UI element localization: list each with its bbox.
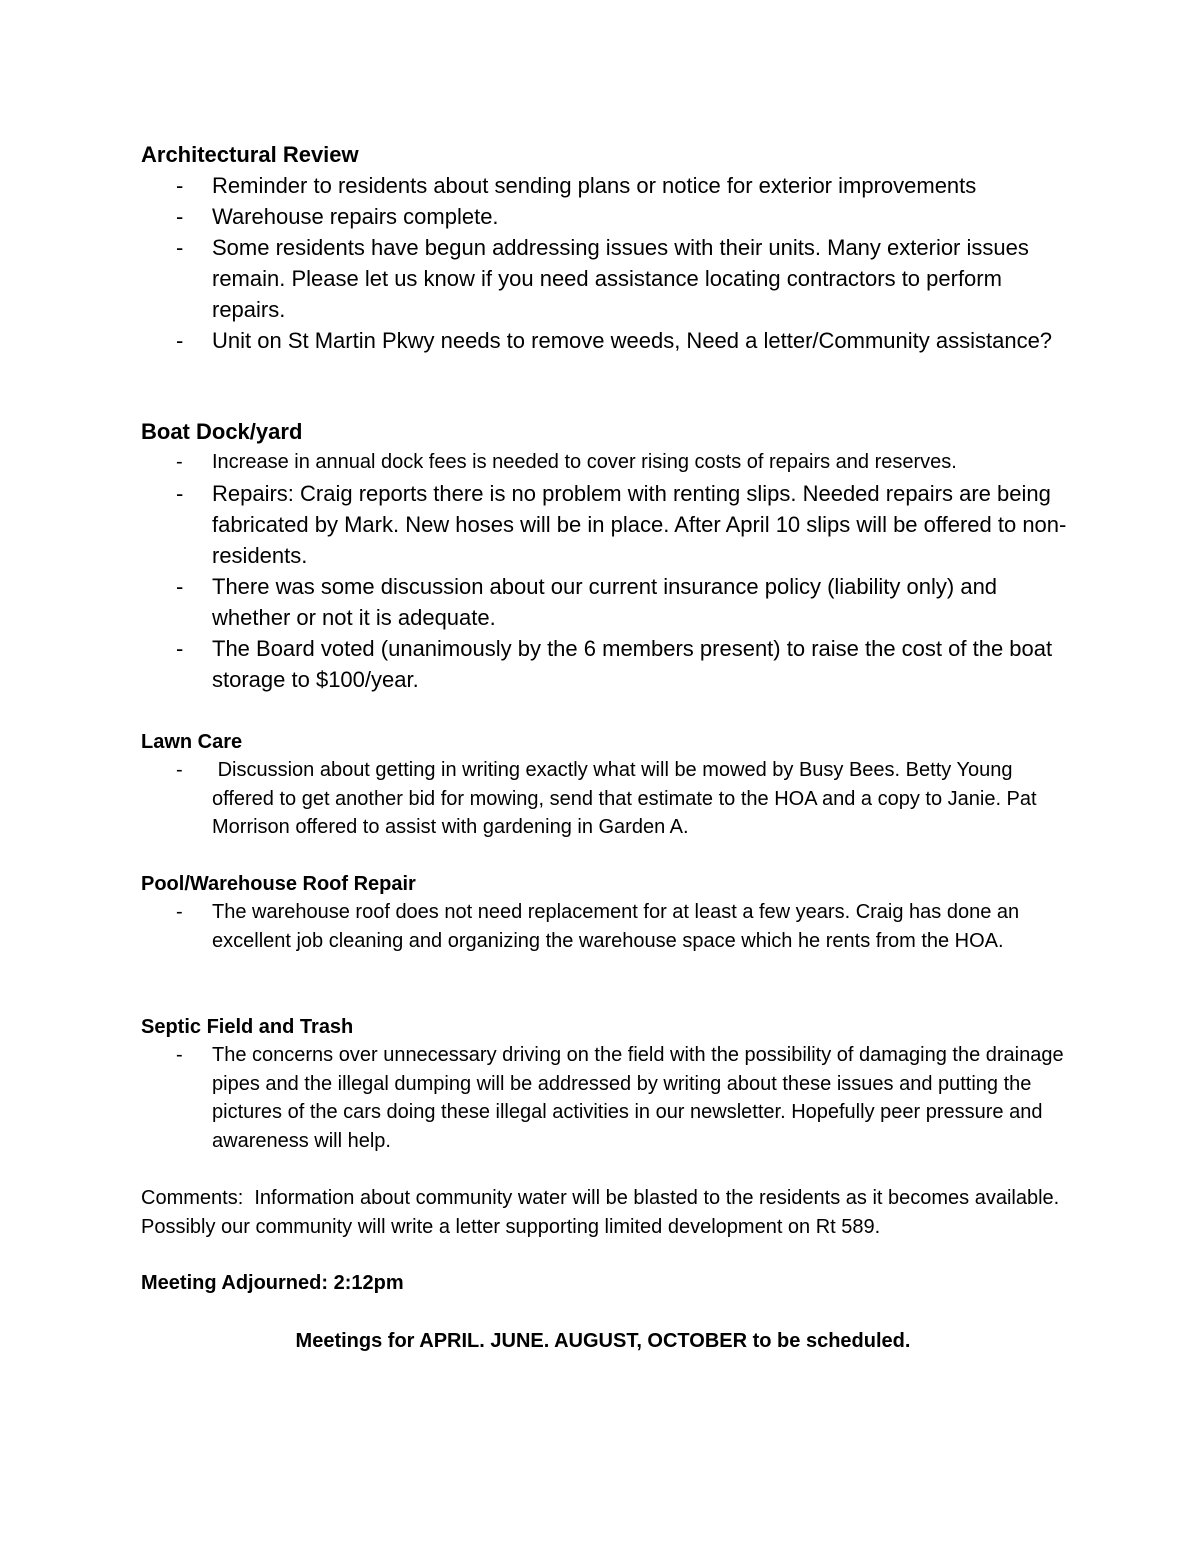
- schedule-note: Meetings for APRIL. JUNE. AUGUST, OCTOBER to be scheduled.: [295, 1330, 911, 1352]
- list-item-text: Some residents have begun addressing issues with their units. Many exterior issues remain. Please let us know if you need assistance locating contractors to perform repairs.: [212, 235, 1029, 322]
- comments-text: Comments: Information about community water will be blasted to the residents as it becomes available. Possibly our community will write a letter supporting limited development on Rt 589.: [141, 1187, 1065, 1238]
- list-item: [141, 170, 1081, 201]
- adjourned-block: [141, 1269, 1081, 1297]
- list-item: [141, 633, 1081, 695]
- bullet-list: [141, 1041, 1081, 1155]
- list-item: [141, 232, 1081, 325]
- list-item: [141, 756, 1081, 842]
- section-architectural-review: [141, 139, 1081, 356]
- list-item: [141, 571, 1081, 633]
- bullet-dash: -: [176, 481, 184, 506]
- section-heading: Architectural Review: [141, 142, 359, 167]
- bullet-dash: -: [176, 574, 184, 599]
- section-boat-dock: [141, 416, 1081, 695]
- bullet-dash: -: [176, 759, 183, 781]
- bullet-list: [141, 170, 1081, 356]
- list-item: [141, 1041, 1081, 1155]
- bullet-dash: -: [176, 636, 184, 661]
- list-item-text: Warehouse repairs complete.: [212, 204, 499, 229]
- bullet-dash: -: [176, 451, 183, 473]
- adjourned-text: Meeting Adjourned: 2:12pm: [141, 1272, 404, 1294]
- bullet-list: [141, 447, 1081, 695]
- list-item-text: The Board voted (unanimously by the 6 members present) to raise the cost of the boat storage to $100/year.: [212, 636, 1053, 692]
- bullet-list: [141, 756, 1081, 842]
- list-item: [141, 898, 1081, 955]
- list-item: [141, 325, 1081, 356]
- section-heading: Lawn Care: [141, 731, 243, 753]
- list-item-text: Reminder to residents about sending plans or notice for exterior improvements: [212, 173, 977, 198]
- bullet-dash: -: [176, 173, 184, 198]
- list-item-text: Unit on St Martin Pkwy needs to remove weeds, Need a letter/Community assistance?: [212, 328, 1053, 353]
- list-item-text: There was some discussion about our current insurance policy (liability only) and whether or not it is adequate.: [212, 574, 998, 630]
- bullet-dash: -: [176, 235, 184, 260]
- list-item: [141, 447, 1081, 478]
- list-item-text: Repairs: Craig reports there is no problem with renting slips. Needed repairs are being fabricated by Mark. New hoses will be in place. After April 10 slips will be offered to non-residents.: [212, 481, 1067, 568]
- bullet-dash: -: [176, 901, 183, 923]
- bullet-dash: -: [176, 1044, 183, 1066]
- section-pool-warehouse: [141, 870, 1081, 955]
- list-item: [141, 201, 1081, 232]
- section-lawn-care: [141, 728, 1081, 842]
- section-septic: [141, 1013, 1081, 1155]
- bullet-list: [141, 898, 1081, 955]
- list-item-text: Increase in annual dock fees is needed to cover rising costs of repairs and reserves.: [212, 451, 957, 473]
- bullet-dash: -: [176, 204, 184, 229]
- list-item-text: Discussion about getting in writing exactly what will be mowed by Busy Bees. Betty Young offered to get another bid for mowing, send that estimate to the HOA and a copy to Janie. Pat Morrison offered to assist with gardening in Garden A.: [212, 759, 1043, 838]
- list-item: [141, 478, 1081, 571]
- section-heading: Septic Field and Trash: [141, 1016, 354, 1038]
- section-heading: Pool/Warehouse Roof Repair: [141, 873, 416, 895]
- comments-block: [141, 1184, 1065, 1241]
- section-heading: Boat Dock/yard: [141, 419, 303, 444]
- list-item-text: The concerns over unnecessary driving on the field with the possibility of damaging the drainage pipes and the illegal dumping will be addressed by writing about these issues and putting the pictures of the cars doing these illegal activities in our newsletter. Hopefully peer pressure and awareness will help.: [212, 1044, 1064, 1152]
- list-item-text: The warehouse roof does not need replacement for at least a few years. Craig has done an excellent job cleaning and organizing the warehouse space which he rents from the HOA.: [212, 901, 1020, 952]
- bullet-dash: -: [176, 328, 184, 353]
